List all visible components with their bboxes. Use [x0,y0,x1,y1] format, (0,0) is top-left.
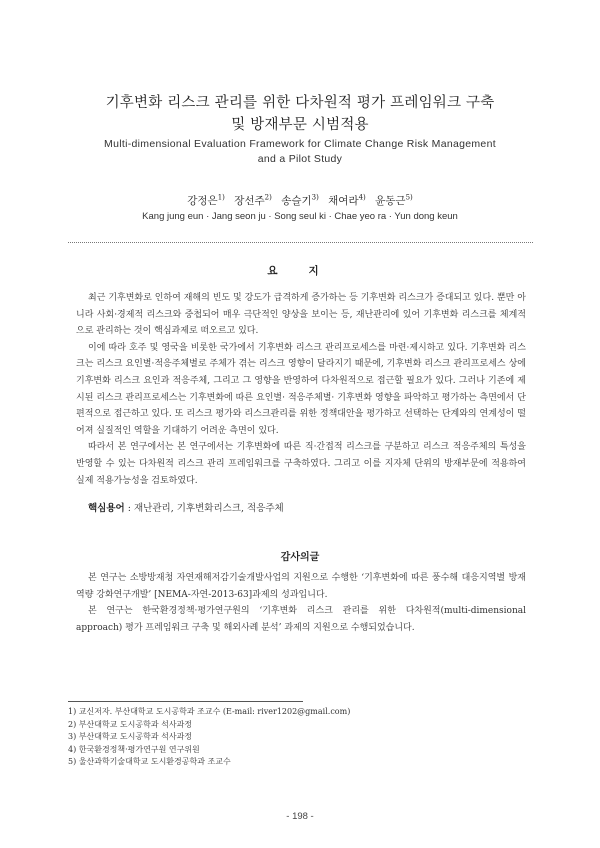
acknowledgement-heading: 감사의글 [280,552,320,563]
footnote: 1) 교신저자. 부산대학교 도시공학과 조교수 (E-mail: river1202@gmail.com) [68,707,351,716]
footnote: 2) 부산대학교 도시공학과 석사과정 [68,719,193,729]
keywords-label: 핵심용어 [88,503,125,514]
page-number: - 198 - [286,811,314,822]
author-name: 강정은$^{1)}$ [187,193,225,207]
abstract-paragraph: 이에 따라 호주 및 영국을 비롯한 국가에서 기후변화 리스크 관리프로세스를 마련·제시하고 있다. 기후변화 리스크는 리스크 요인별·적응주체별로 주체가 겪는 리스크 영향이 달라지기 때문에, 기후변화 리스크 관리프로세스 상에 기후변화 리스크 요인과 적응주체, 그리고 그 영향을 반영하여 다차원적으로 접근할 필요가 있다. 그러나 기존에 제시된 리스크 관리프로세스는 기후변화에 따른 요인별· 적응주체별· 기후변화 영향을 파악하고 평가하는 측면에서 단편적으로 접근하고 있다. 또 리스크 평가와 리스크관리를 위한 정책대안을 평가하고 선택하는 단계와의 연계성이 떨어져 실질적인 역할을 기대하기 어려운 측면이 있다. [76,342,526,436]
title-english-line1: Multi-dimensional Evaluation Framework for Climate Change Risk Management [104,138,496,150]
acknowledgement-paragraph: 본 연구는 한국환경정책·평가연구원의 ‘기후변화 리스크 관리를 위한 다차원적(multi-dimensional approach) 평가 프레임워크 구축 및 해외사례 분석’ 과제의 지원으로 수행되었습니다. [76,606,526,633]
title-korean-line1: 기후변화 리스크 관리를 위한 다차원적 평가 프레임워크 구축 [105,95,495,111]
keywords-text: 재난관리, 기후변화리스크, 적응주체 [133,503,284,514]
section-divider [68,242,533,243]
title-english-line2: and a Pilot Study [257,153,343,165]
author-name: 장선주$^{2)}$ [234,193,272,207]
author-name: 윤동근$^{5)}$ [375,193,413,207]
acknowledgement-paragraph: 본 연구는 소방방재청 자연재해저감기술개발사업의 지원으로 수행한 ‘기후변화에 따른 풍수해 대응지역별 방재역량 강화연구개발’ [NEMA-자연-2013-63]과제의 성과입니다. [76,573,526,600]
footnote: 5) 울산과학기술대학교 도시환경공학과 조교수 [68,757,231,767]
author-name: 채여라$^{4)}$ [328,193,366,207]
author-name: 송슬기$^{3)}$ [281,193,319,207]
authors-korean [0,193,600,208]
keywords-separator: : [127,503,131,514]
footnote-rule [68,701,303,702]
footnotes [68,706,350,769]
title-korean [0,92,600,136]
authors-english: Kang jung eun · Jang seon ju · Song seul ki · Chae yeo ra · Yun dong keun [142,211,458,222]
title-english [0,137,600,167]
footnote: 4) 한국환경정책·평가연구원 연구위원 [68,744,200,754]
abstract-body [76,290,526,489]
footnote: 3) 부산대학교 도시공학과 석사과정 [68,732,193,742]
title-korean-line2: 및 방재부문 시범적용 [231,117,369,133]
abstract-heading: 요 지 [267,265,333,277]
keywords [88,500,284,514]
acknowledgement-body [76,570,526,636]
abstract-paragraph: 따라서 본 연구에서는 본 연구에서는 기후변화에 따른 직·간접적 리스크를 구분하고 리스크 적응주체의 특성을 반영할 수 있는 다차원적 리스크 관리 프레임워크를 구축하였다. 그리고 이를 지자체 단위의 방재부문에 적용하여 실제 적용가능성을 검토하였다. [76,442,526,486]
abstract-paragraph: 최근 기후변화로 인하여 재해의 빈도 및 강도가 급격하게 증가하는 등 기후변화 리스크가 증대되고 있다. 뿐만 아니라 사회·경제적 리스크와 중첩되어 매우 극단적인 양상을 보이는 등, 재난관리에 있어 기후변화 리스크를 체계적으로 관리하는 것이 핵심과제로 떠오르고 있다. [76,293,526,337]
